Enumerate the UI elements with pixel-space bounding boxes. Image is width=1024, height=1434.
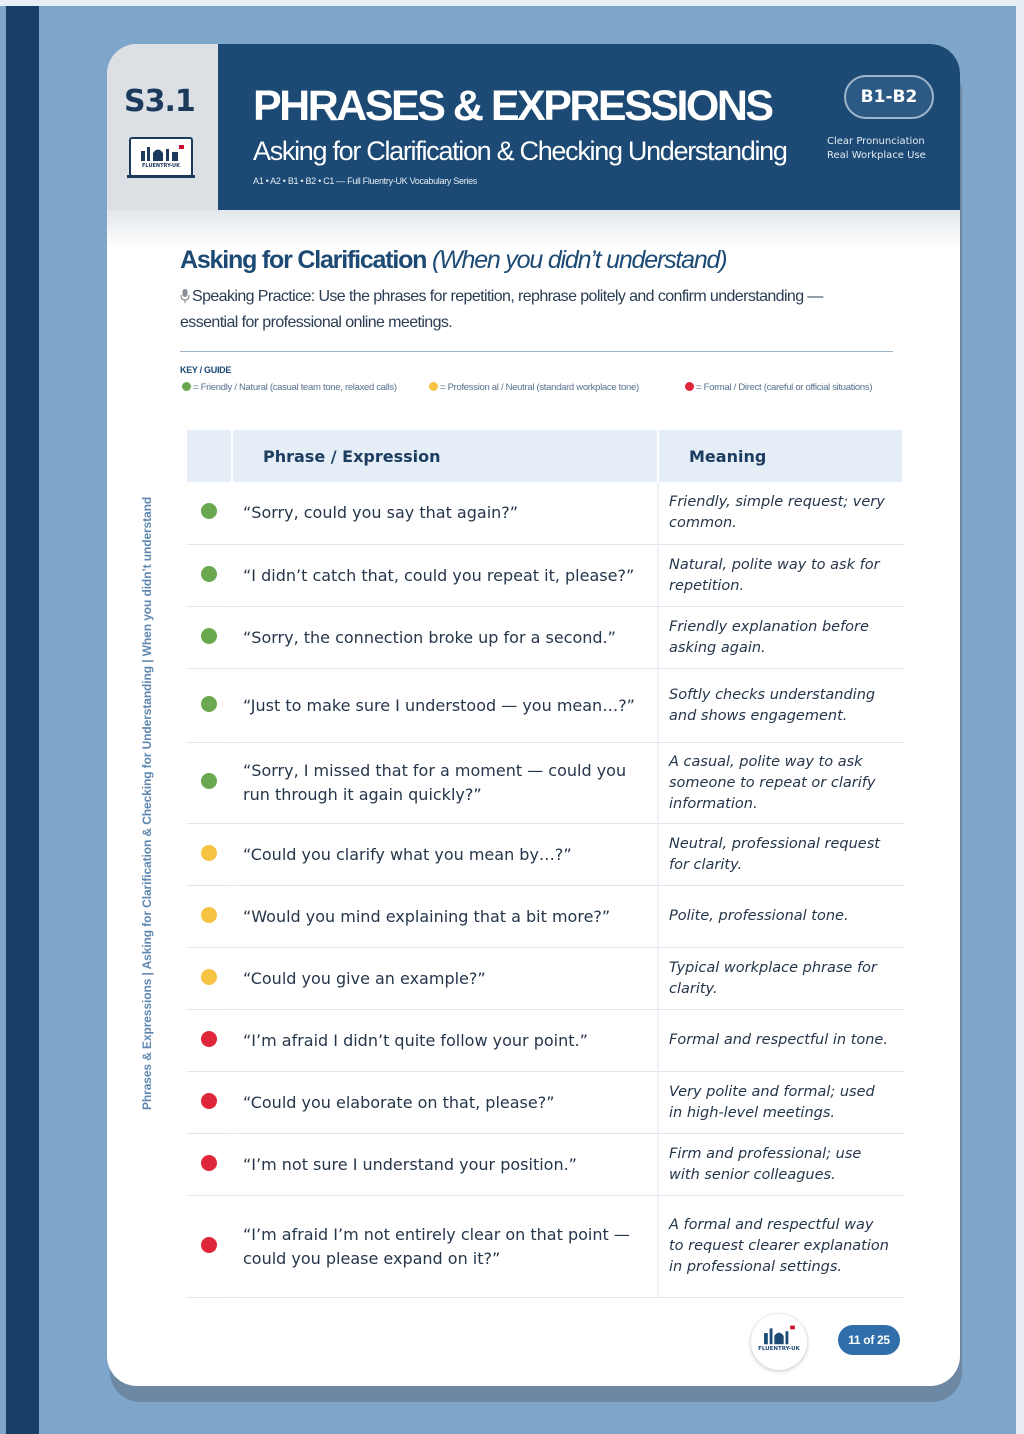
section-title — [180, 246, 726, 275]
table-header-row — [187, 430, 904, 482]
table-row — [187, 1010, 904, 1072]
section-code: S3.1 — [124, 84, 195, 119]
meaning-cell: Friendly, simple request; very common. — [659, 482, 904, 545]
tone-dot-icon — [201, 566, 217, 582]
phrase-cell: “Sorry, could you say that again?” — [233, 482, 659, 545]
table-row — [187, 743, 904, 824]
section-intro — [180, 284, 870, 336]
meaning-cell: Natural, polite way to ask for repetition. — [659, 545, 904, 607]
laptop-logo-icon — [129, 137, 193, 177]
tone-dot-icon — [201, 696, 217, 712]
tone-dot-icon — [201, 907, 217, 923]
table-row — [187, 607, 904, 669]
tone-dot-icon — [201, 969, 217, 985]
tone-cell — [187, 1196, 233, 1298]
header-code-panel — [107, 44, 218, 210]
phrase-cell: “Could you clarify what you mean by…?” — [233, 824, 659, 886]
phrase-cell: “Just to make sure I understood — you mean…?” — [233, 669, 659, 743]
key-item-formal — [685, 382, 872, 393]
table-row — [187, 948, 904, 1010]
table-row — [187, 545, 904, 607]
tone-cell — [187, 824, 233, 886]
phrase-cell: “Could you give an example?” — [233, 948, 659, 1010]
header-meaning: Meaning — [659, 430, 904, 482]
key-label: = Friendly / Natural (casual team tone, relaxed calls) — [193, 382, 397, 393]
tone-dot-icon — [201, 773, 217, 789]
tone-cell — [187, 743, 233, 824]
phrase-cell: “Sorry, I missed that for a moment — could you run through it again quickly?” — [233, 743, 659, 824]
phrase-cell: “I’m not sure I understand your position.” — [233, 1134, 659, 1196]
meaning-cell: Typical workplace phrase for clarity. — [659, 948, 904, 1010]
meaning-cell: Polite, professional tone. — [659, 886, 904, 948]
section-title-italic: (When you didn’t understand) — [432, 246, 727, 274]
meaning-cell: Neutral, professional request for clarity. — [659, 824, 904, 886]
skyline-icon — [751, 1320, 807, 1348]
key-label: = Formal / Direct (careful or official situations) — [696, 382, 873, 393]
phrase-cell: “I’m afraid I didn’t quite follow your point.” — [233, 1010, 659, 1072]
meaning-cell: Friendly explanation before asking again. — [659, 607, 904, 669]
table-row — [187, 824, 904, 886]
key-label: = Profession al / Neutral (standard workplace tone) — [440, 382, 639, 393]
laptop-stand — [127, 175, 195, 178]
tone-dot-icon — [201, 503, 217, 519]
header-phrase: Phrase / Expression — [233, 430, 659, 482]
phrase-cell: “I’m afraid I’m not entirely clear on that point — could you please expand on it?” — [233, 1196, 659, 1298]
header-banner — [218, 44, 960, 210]
page-card — [107, 44, 960, 1386]
meaning-cell: Formal and respectful in tone. — [659, 1010, 904, 1072]
tone-cell — [187, 545, 233, 607]
divider — [180, 351, 893, 352]
tone-cell — [187, 1072, 233, 1134]
table-row — [187, 482, 904, 545]
tone-cell — [187, 607, 233, 669]
phrase-cell: “Would you mind explaining that a bit more?” — [233, 886, 659, 948]
phrase-cell: “I didn’t catch that, could you repeat it, please?” — [233, 545, 659, 607]
series-line: A1 • A2 • B1 • B2 • C1 — Full Fluentry-UK Vocabulary Series — [253, 176, 478, 186]
header-fade — [107, 210, 960, 250]
phrases-table — [187, 430, 904, 1298]
tone-dot-icon — [201, 1237, 217, 1253]
tag-workplace: Real Workplace Use — [827, 150, 926, 161]
top-strip — [0, 0, 1024, 6]
laptop-logo-text: FLUENTRY-UK — [142, 163, 180, 169]
footer-logo-text: FLUENTRY-UK — [758, 1346, 800, 1352]
key-item-professional — [429, 382, 639, 393]
key-item-friendly — [182, 382, 397, 393]
phrase-cell: “Sorry, the connection broke up for a second.” — [233, 607, 659, 669]
tone-cell — [187, 482, 233, 545]
left-bar — [6, 6, 39, 1434]
side-label: Phrases & Expressions | Asking for Clarification & Checking for Understanding | When you didn’t understand — [140, 496, 154, 1110]
phrase-cell: “Could you elaborate on that, please?” — [233, 1072, 659, 1134]
right-edge — [1016, 6, 1024, 1434]
intro-text: Speaking Practice: Use the phrases for repetition, rephrase politely and confirm understanding — essential for professional online meetings. — [180, 288, 823, 331]
meaning-cell: Firm and professional; use with senior colleagues. — [659, 1134, 904, 1196]
meaning-cell: Softly checks understanding and shows engagement. — [659, 669, 904, 743]
table-row — [187, 1134, 904, 1196]
footer-logo — [751, 1314, 807, 1370]
tone-cell — [187, 1134, 233, 1196]
key-title: KEY / GUIDE — [180, 365, 232, 375]
meaning-cell: A casual, polite way to ask someone to repeat or clarify information. — [659, 743, 904, 824]
tone-cell — [187, 669, 233, 743]
table-row — [187, 886, 904, 948]
tone-cell — [187, 948, 233, 1010]
meaning-cell: A formal and respectful way to request clearer explanation in professional settings. — [659, 1196, 904, 1298]
page-subtitle: Asking for Clarification & Checking Understanding — [253, 136, 787, 166]
tone-dot-icon — [201, 628, 217, 644]
table-row — [187, 1196, 904, 1298]
table-row — [187, 669, 904, 743]
section-title-main: Asking for Clarification — [180, 246, 427, 274]
tag-pronunciation: Clear Pronunciation — [827, 136, 925, 147]
microphone-icon — [180, 289, 190, 303]
tone-dot-icon — [201, 1031, 217, 1047]
header-tone-cell — [187, 430, 233, 482]
tone-dot-icon — [201, 845, 217, 861]
meaning-cell: Very polite and formal; used in high-level meetings. — [659, 1072, 904, 1134]
tone-cell — [187, 1010, 233, 1072]
green-dot-icon — [182, 382, 191, 391]
red-dot-icon — [685, 382, 694, 391]
yellow-dot-icon — [429, 382, 438, 391]
tone-dot-icon — [201, 1155, 217, 1171]
tone-cell — [187, 886, 233, 948]
skyline-icon — [135, 143, 187, 161]
table-row — [187, 1072, 904, 1134]
page-number-badge: 11 of 25 — [838, 1325, 900, 1355]
page-title: PHRASES & EXPRESSIONS — [253, 82, 772, 130]
level-badge: B1-B2 — [844, 75, 934, 119]
tone-dot-icon — [201, 1093, 217, 1109]
